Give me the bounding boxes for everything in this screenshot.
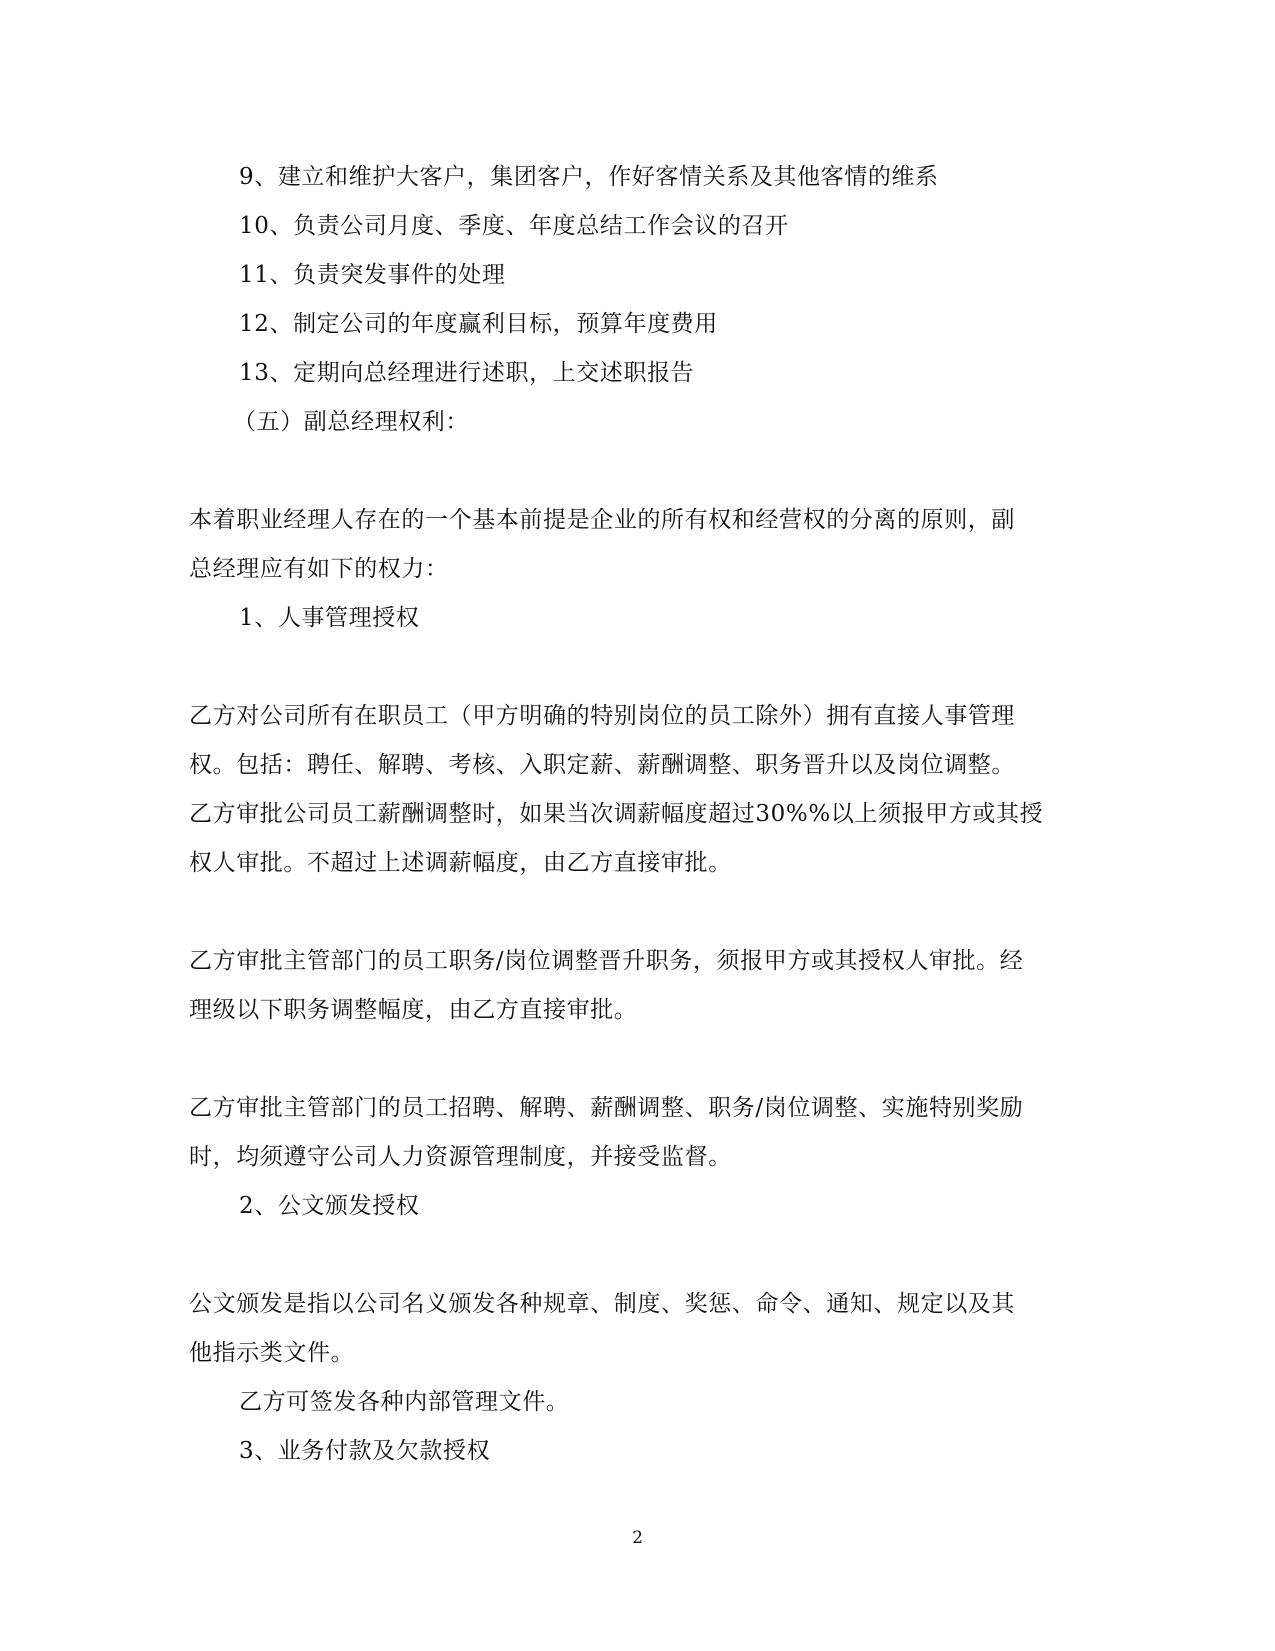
page-number: 2 xyxy=(632,1528,643,1548)
paragraph-line: 公文颁发是指以公司名义颁发各种规章、制度、奖惩、命令、通知、规定以及其 xyxy=(189,1291,1015,1317)
list-item-9: 9、建立和维护大客户，集团客户，作好客情关系及其他客情的维系 xyxy=(239,164,939,190)
paragraph-line: 权。包括：聘任、解聘、考核、入职定薪、薪酬调整、职务晋升以及岗位调整。 xyxy=(189,752,1015,778)
subheading-payment-authorization: 3、业务付款及欠款授权 xyxy=(239,1438,491,1464)
paragraph-line: 乙方可签发各种内部管理文件。 xyxy=(239,1389,570,1415)
paragraph-line: 乙方审批公司员工薪酬调整时，如果当次调薪幅度超过30%%以上须报甲方或其授 xyxy=(189,801,1044,827)
list-item-11: 11、负责突发事件的处理 xyxy=(239,262,506,288)
paragraph-line: 权人审批。不超过上述调薪幅度，由乙方直接审批。 xyxy=(189,850,732,876)
list-item-13: 13、定期向总经理进行述职，上交述职报告 xyxy=(239,360,695,386)
paragraph-line: 时，均须遵守公司人力资源管理制度，并接受监督。 xyxy=(189,1144,732,1170)
paragraph-line: 乙方对公司所有在职员工（甲方明确的特别岗位的员工除外）拥有直接人事管理 xyxy=(189,703,1015,729)
subheading-document-authorization: 2、公文颁发授权 xyxy=(239,1193,420,1219)
paragraph-line: 总经理应有如下的权力： xyxy=(189,556,449,582)
paragraph-line: 本着职业经理人存在的一个基本前提是企业的所有权和经营权的分离的原则，副 xyxy=(189,507,1015,533)
paragraph-line: 乙方审批主管部门的员工招聘、解聘、薪酬调整、职务/岗位调整、实施特别奖励 xyxy=(189,1095,1024,1121)
subheading-hr-authorization: 1、人事管理授权 xyxy=(239,605,420,631)
list-item-12: 12、制定公司的年度赢利目标，预算年度费用 xyxy=(239,311,718,337)
section-heading-5: （五）副总经理权利： xyxy=(233,409,469,435)
paragraph-line: 理级以下职务调整幅度，由乙方直接审批。 xyxy=(189,997,638,1023)
paragraph-line: 乙方审批主管部门的员工职务/岗位调整晋升职务，须报甲方或其授权人审批。经 xyxy=(189,948,1024,974)
paragraph-line: 他指示类文件。 xyxy=(189,1340,355,1366)
list-item-10: 10、负责公司月度、季度、年度总结工作会议的召开 xyxy=(239,213,789,239)
